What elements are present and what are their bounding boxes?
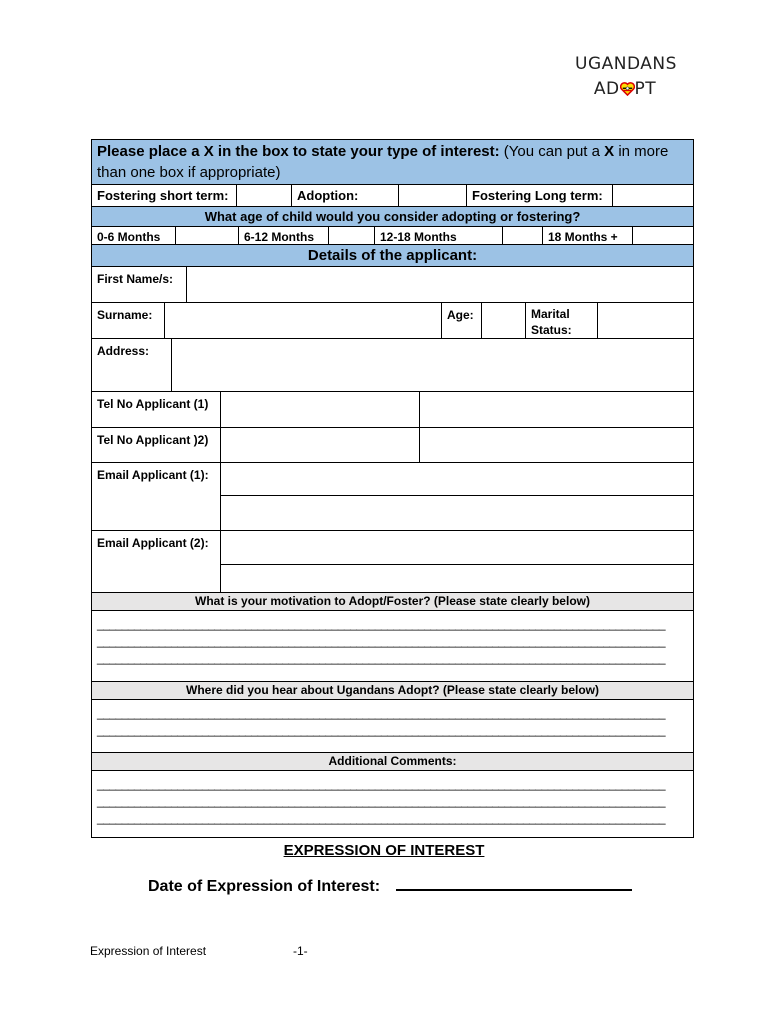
interest-instruction-row — [92, 140, 693, 184]
comments-line-1: ____________________________________________________________________________________________ — [97, 777, 665, 791]
age-18-plus-checkbox[interactable] — [632, 227, 693, 244]
fostering-long-label: Fostering Long term: — [472, 188, 603, 203]
motivation-question-row — [92, 592, 693, 610]
comments-heading: Additional Comments: — [328, 754, 457, 768]
address-label: Address: — [97, 344, 150, 358]
age-question: What age of child would you consider adopting or fostering? — [204, 209, 581, 224]
email-2-field[interactable] — [220, 531, 693, 565]
page-number: -1- — [293, 944, 308, 958]
age-question-row — [92, 206, 693, 226]
email-1-row — [92, 462, 693, 530]
age-label: Age: — [447, 308, 474, 322]
fostering-short-checkbox[interactable] — [236, 185, 291, 206]
email-2-row — [92, 530, 693, 592]
fostering-short-label: Fostering short term: — [97, 188, 229, 203]
motivation-line-2: ____________________________________________________________________________________________ — [97, 634, 665, 648]
tel-1-field[interactable] — [220, 392, 419, 427]
motivation-question: What is your motivation to Adopt/Foster? (Please state clearly below) — [195, 594, 590, 608]
logo-line-2: AD PT — [575, 77, 675, 104]
email-1-extra-field[interactable] — [220, 496, 693, 530]
first-name-field[interactable] — [186, 267, 693, 302]
hear-line-1: ____________________________________________________________________________________________ — [97, 706, 665, 720]
motivation-line-1: ____________________________________________________________________________________________ — [97, 617, 665, 631]
email-1-label: Email Applicant (1): — [97, 468, 209, 482]
age-option-18-plus: 18 Months + — [548, 230, 618, 244]
date-field[interactable] — [396, 875, 632, 891]
applicant-heading-row — [92, 244, 693, 266]
hear-line-2: ____________________________________________________________________________________________ — [97, 723, 665, 737]
age-option-6-12: 6-12 Months — [244, 230, 315, 244]
address-row — [92, 338, 693, 391]
address-field[interactable] — [171, 339, 693, 391]
age-6-12-checkbox[interactable] — [328, 227, 374, 244]
age-option-12-18: 12-18 Months — [380, 230, 457, 244]
motivation-line-3: ____________________________________________________________________________________________ — [97, 651, 665, 665]
age-options-row — [92, 226, 693, 244]
logo-line-1: UGANDANS — [575, 54, 677, 74]
date-label: Date of Expression of Interest: — [148, 878, 381, 895]
ugandans-adopt-logo — [575, 52, 675, 104]
comments-answer-area[interactable] — [92, 770, 693, 837]
surname-row — [92, 302, 693, 338]
tel-2-field[interactable] — [220, 428, 419, 462]
heart-flag-icon — [620, 79, 635, 104]
comments-line-3: ____________________________________________________________________________________________ — [97, 811, 665, 825]
adoption-label: Adoption: — [297, 188, 359, 203]
comments-heading-row — [92, 752, 693, 770]
interest-type-row — [92, 184, 693, 206]
tel-2-row — [92, 427, 693, 462]
fostering-long-checkbox[interactable] — [612, 185, 693, 206]
motivation-answer-area[interactable] — [92, 610, 693, 681]
age-field[interactable] — [481, 303, 525, 338]
expression-of-interest-form — [91, 139, 694, 838]
interest-instruction: Please place a X in the box to state your type of interest: (You can put a X in more than one box if appropriate) — [97, 143, 669, 181]
document-title: EXPRESSION OF INTEREST — [283, 842, 485, 859]
age-12-18-checkbox[interactable] — [502, 227, 542, 244]
marital-status-field[interactable] — [597, 303, 693, 338]
first-name-label: First Name/s: — [97, 272, 174, 286]
marital-status-label: Marital Status: — [531, 307, 572, 337]
hear-question-row — [92, 681, 693, 699]
age-0-6-checkbox[interactable] — [175, 227, 238, 244]
tel-2-label: Tel No Applicant )2) — [97, 433, 209, 447]
adoption-checkbox[interactable] — [398, 185, 466, 206]
email-1-field[interactable] — [220, 463, 693, 496]
email-2-extra-field[interactable] — [220, 565, 693, 592]
age-option-0-6: 0-6 Months — [97, 230, 161, 244]
email-2-label: Email Applicant (2): — [97, 536, 209, 550]
tel-1-row — [92, 391, 693, 427]
tel-1-extra-field[interactable] — [419, 392, 693, 427]
hear-question: Where did you hear about Ugandans Adopt? (Please state clearly below) — [186, 683, 599, 697]
surname-label: Surname: — [97, 308, 153, 322]
tel-1-label: Tel No Applicant (1) — [97, 397, 209, 411]
comments-line-2: ____________________________________________________________________________________________ — [97, 794, 665, 808]
applicant-heading: Details of the applicant: — [307, 247, 478, 264]
hear-answer-area[interactable] — [92, 699, 693, 752]
date-of-expression — [148, 875, 632, 896]
first-name-row — [92, 266, 693, 302]
surname-field[interactable] — [164, 303, 441, 338]
tel-2-extra-field[interactable] — [419, 428, 693, 462]
footer-label: Expression of Interest — [90, 944, 207, 958]
